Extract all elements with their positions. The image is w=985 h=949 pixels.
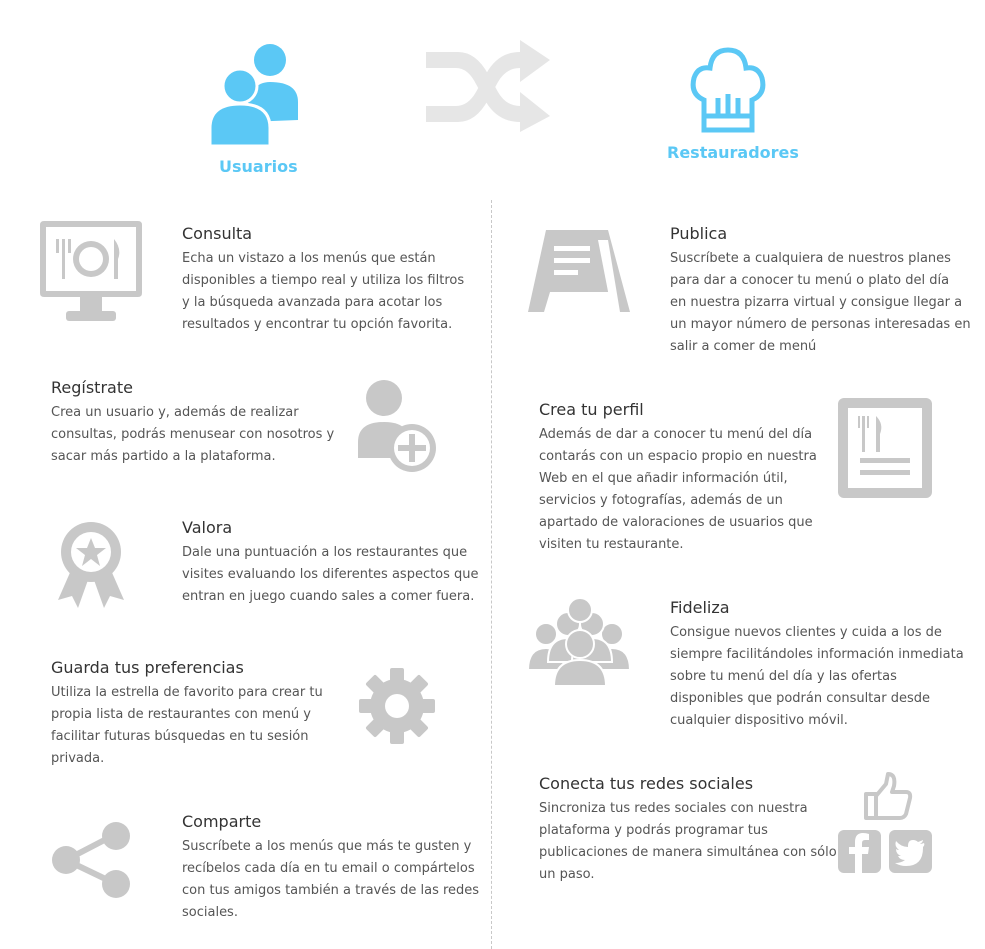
thumbs-up-icon: [864, 772, 912, 822]
publica-text: Suscríbete a cualquiera de nuestros planes para dar a conocer tu menú o plato del día en nuestra pizarra virtual y consigue llegar a un mayor número de personas interesadas en salir a comer de menú: [670, 251, 971, 354]
column-divider: [491, 200, 492, 949]
users-icon: [208, 42, 300, 148]
group-icon: [528, 598, 630, 686]
comparte-text: Suscríbete a los menús que más te gusten y recíbelos cada día en tu email o compártelos con tus amigos también a través de las redes sociales.: [182, 839, 480, 920]
preferencias-text: Utiliza la estrella de favorito para crear tu propia lista de restaurantes con menú y facilitar futuras búsquedas en tu sesión privada.: [51, 685, 323, 766]
comparte-title: Comparte: [182, 812, 262, 831]
shuffle-icon: [426, 40, 552, 132]
perfil-text: Además de dar a conocer tu menú del día contarás con un espacio propio en nuestra Web en el que añadir información útil, servicios y fotografías, además de un apartado de valoraciones de usuarios que visiten tu restaurante.: [539, 427, 817, 552]
chef-hat-icon: [690, 44, 766, 134]
valora-text: Dale una puntuación a los restaurantes que visites evaluando los diferentes aspectos que entran en juego cuando sales a comer fuera.: [182, 545, 479, 604]
users-label: Usuarios: [219, 157, 298, 176]
perfil-title: Crea tu perfil: [539, 400, 644, 419]
registrate-title: Regístrate: [51, 378, 133, 397]
twitter-icon[interactable]: [889, 830, 932, 873]
consulta-title: Consulta: [182, 224, 253, 243]
fideliza-title: Fideliza: [670, 598, 730, 617]
publica-title: Publica: [670, 224, 728, 243]
consulta-text: Echa un vistazo a los menús que están disponibles a tiempo real y utiliza los filtros y la búsqueda avanzada para acotar los resultados y encontrar tu opción favorita.: [182, 251, 465, 332]
monitor-menu-icon: [40, 221, 142, 323]
add-user-icon: [356, 378, 436, 472]
sign-board-icon: [528, 230, 630, 314]
redes-title: Conecta tus redes sociales: [539, 774, 754, 793]
redes-text: Sincroniza tus redes sociales con nuestra plataforma y podrás programar tus publicaciones de manera simultánea con sólo un paso.: [539, 801, 837, 882]
valora-title: Valora: [182, 518, 233, 537]
gear-icon: [358, 667, 436, 745]
preferencias-title: Guarda tus preferencias: [51, 658, 244, 677]
facebook-icon[interactable]: [838, 830, 881, 873]
fideliza-text: Consigue nuevos clientes y cuida a los de siempre facilitándoles información inmediata sobre tu menú del día y las ofertas disponibles que podrán consultar desde cualquier dispositivo móvil.: [670, 625, 964, 728]
restaurants-label: Restauradores: [667, 143, 799, 162]
award-ribbon-icon: [58, 522, 124, 608]
share-icon: [52, 822, 132, 898]
registrate-text: Crea un usuario y, además de realizar consultas, podrás menusear con nosotros y sacar más partido a la plataforma.: [51, 405, 335, 464]
menu-card-icon: [838, 398, 932, 498]
